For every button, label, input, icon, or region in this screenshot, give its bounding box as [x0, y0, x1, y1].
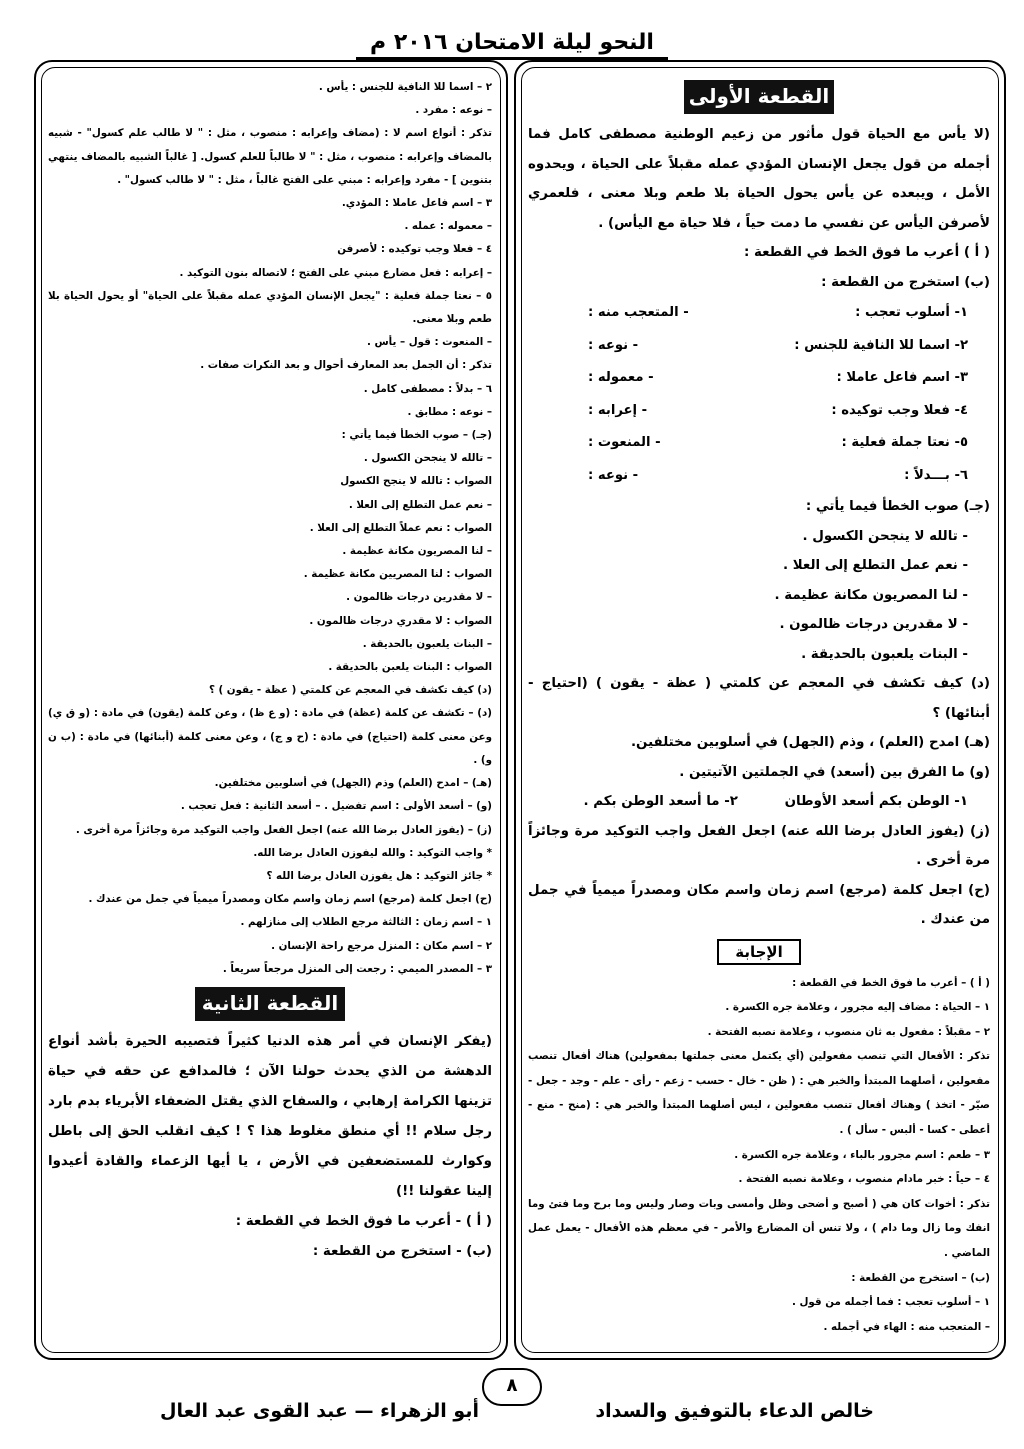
- answer-line: – نوعه : مطابق .: [407, 405, 492, 418]
- extract-item: ٥- نعتا جملة فعلية :: [841, 435, 968, 450]
- extract-subitem: - المتعجب منه :: [588, 305, 689, 320]
- answer-line: ٢ – مقبلاً : مفعول به ثان منصوب ، وعلامة نصبه الفتحة .: [707, 1025, 990, 1038]
- answer-line: ٢ – اسما للا النافية للجنس : يأس .: [318, 81, 492, 93]
- question-w-items: ١- الوطن بكم أسعد الأوطان ٢- ما أسعد الوطن بكم .: [583, 794, 968, 809]
- answer-line: الصواب : لنا المصريين مكانة عظيمة .: [303, 568, 492, 581]
- c-item: - لا مقدرين درجات ظالمون .: [779, 617, 968, 632]
- answer-line: * واجب التوكيد : والله ليفوزن العادل برضا الله.: [253, 846, 492, 859]
- answer-line: – نوعه : مفرد .: [415, 104, 492, 117]
- extract-subitem: - إعرابه :: [588, 402, 648, 418]
- question-z: (ز) (يفوز العادل برضا الله عنه) اجعل الفعل واجب التوكيد مرة وجائزاً مرة أخرى .: [528, 823, 990, 868]
- extract-row: [528, 297, 968, 330]
- section-title-first: القطعة الأولى: [684, 80, 834, 114]
- extract-row: [528, 427, 968, 460]
- answer-line: ١ – الحياة : مضاف إليه مجرور ، وعلامة جره الكسرة .: [725, 1001, 990, 1014]
- answer-line: تذكر : أخوات كان هي ( أصبح و أضحى وظل وأمسى وبات وصار وليس وما برح وما فتئ وما انفك وما زال وما دام ) ، ولا تنس أن المضارع والأمر - في معظم هذه الأفعال - يعمل عمل الماضي .: [528, 1197, 990, 1260]
- extract-item: ٦- بـــدلاً :: [904, 467, 968, 483]
- answer-line: (هـ) – امدح (العلم) وذم (الجهل) في أسلوبين مختلفين.: [214, 777, 492, 790]
- answer-line: (د) كيف تكشف في المعجم عن كلمتي ( عظة - يقون ) ؟: [208, 684, 492, 697]
- question-b-second: (ب) - استخرج من القطعة :: [312, 1243, 492, 1259]
- extract-item: ٤- فعلا وجب توكيده :: [831, 402, 968, 418]
- extract-table: [528, 297, 990, 492]
- passage-first: (لا يأس مع الحياة قول مأثور من زعيم الوطنية مصطفى كامل فما أجمله من قول يجعل الإنسان المؤدي عمله مقبلاً على الحياة ، ويحدوه الأمل ، ويبعده عن يأس يحول الحياة بلا طعم وبلا معنى ، فلعمري لأصرفن اليأس عن نفسي ما دمت حياً ، فلا حياة مع اليأس) .: [528, 127, 990, 231]
- c-item: - لنا المصريون مكانة عظيمة .: [774, 587, 968, 603]
- c-item: - البنات يلعبون بالحديقة .: [801, 646, 968, 662]
- page-title: النحو ليلة الامتحان ٢٠١٦ م: [356, 30, 668, 60]
- answer-line: ٤ – حياً : خبر مادام منصوب ، وعلامة نصبه الفتحة .: [738, 1173, 990, 1186]
- extract-subitem: - معموله :: [588, 370, 654, 385]
- answer-line: – المنعوت : قول – يأس .: [366, 336, 492, 349]
- answer-line: – نعم عمل التطلع إلى العلا .: [348, 498, 492, 511]
- answer-line: الصواب : لا مقدري درجات ظالمون .: [309, 614, 492, 627]
- answer-line: – البنات يلعبون بالحديقة .: [362, 637, 492, 650]
- answer-line: – لنا المصريون مكانة عظيمة .: [342, 545, 492, 558]
- extract-row: [528, 395, 968, 428]
- answer-line: (ح) اجعل كلمة (مرجع) اسم زمان واسم مكان ومصدراً ميمياً في جمل من عندك .: [88, 893, 492, 906]
- answer-line: تذكر : أنواع اسم لا : (مضاف وإعرابه : منصوب ، مثل : " لا طالب علم كسول" - شبيه بالمضاف وإعرابه : منصوب ، مثل : " لا طالباً للعلم كسول. [ غالباً الشبيه بالمضاف ينتهي بتنوين ] - مفرد وإعرابه : مبني على الفتح غالباً ، مثل : " لا طالب كسول" .: [48, 127, 492, 186]
- answer-line: تذكر : أن الجمل بعد المعارف أحوال و بعد النكرات صفات .: [200, 359, 492, 372]
- answer-line: (د) – تكشف عن كلمة (عظة) في مادة : (و ع ظ) ، وعن كلمة (يقون) في مادة : (و ق ي) وعن معنى كلمة (احتياج) في مادة : (ح و ج) ، وعن معنى كلمة (أبنائها) في مادة : (ب ن و) .: [48, 707, 492, 766]
- question-c: (جـ) صوب الخطأ فيما يأتي :: [805, 499, 990, 514]
- right-column: [514, 60, 1006, 1360]
- answer-line: الصواب : نعم عملاً التطلع إلى العلا .: [309, 521, 492, 534]
- question-w: (و) ما الفرق بين (أسعد) في الجملتين الآتيتين .: [679, 764, 990, 780]
- c-item: - تالله لا ينجحن الكسول .: [802, 528, 968, 544]
- question-a-second: ( أ ) - أعرب ما فوق الخط في القطعة :: [235, 1213, 492, 1229]
- extract-item: ٣- اسم فاعل عاملا :: [836, 370, 968, 385]
- footer-author: أبو الزهراء — عبد القوى عبد العال: [160, 1400, 479, 1422]
- extract-item: ٢- اسما للا النافية للجنس :: [794, 337, 968, 353]
- answer-line: الصواب : تالله لا ينجح الكسول: [340, 475, 492, 488]
- page-header: [0, 30, 1024, 55]
- question-ha: (ح) اجعل كلمة (مرجع) اسم زمان واسم مكان ومصدراً ميمياً في جمل من عندك .: [528, 882, 990, 927]
- answer-line: ٢ – اسم مكان : المنزل مرجع راحة الإنسان .: [271, 939, 492, 952]
- answer-line: ١ – اسم زمان : الثالثة مرجع الطلاب إلى منازلهم .: [240, 916, 492, 929]
- question-a: ( أ ) أعرب ما فوق الخط في القطعة :: [743, 245, 990, 260]
- answer-line: ٦ – بدلاً : مصطفى كامل .: [363, 382, 492, 395]
- answer-line: (جـ) – صوب الخطأ فيما يأتي :: [341, 429, 492, 442]
- answer-line: (و) – أسعد الأولى : اسم تفضيل . – أسعد الثانية : فعل تعجب .: [180, 800, 492, 813]
- answer-line: – لا مقدرين درجات ظالمون .: [346, 591, 492, 604]
- answer-line: ٤ – فعلا وجب توكيده : لأصرفن: [337, 243, 492, 256]
- extract-row: [528, 330, 968, 363]
- extract-item: ١- أسلوب تعجب :: [855, 305, 968, 320]
- answer-line: ٥ – نعتا جملة فعلية : "يجعل الإنسان المؤدي عمله مقبلاً على الحياة" أو يحول الحياة بلا طعم وبلا معنى.: [48, 289, 492, 326]
- question-h: (هـ) امدح (العلم) ، وذم (الجهل) في أسلوبين مختلفين.: [630, 735, 990, 750]
- passage-second: (يفكر الإنسان في أمر هذه الدنيا كثيراً فتصيبه الحيرة بأشد أنواع الدهشة من الذي يحدث حولنا الآن ؛ فالمدافع عن حقه في حياة تزينها الكرامة إرهابي ، والسفاح الذي يقتل الضعفاء الأبرياء بدم بارد رجل سلام !! أي منطق مغلوط هذا ؟ ! كيف انقلب الحق إلى باطل وكوارث للمستضعفين في الأرض ، يا أيها الزعماء والقادة أعيدوا إلينا عقولنا !!): [48, 1033, 492, 1199]
- extract-row: [528, 362, 968, 395]
- extract-subitem: - المنعوت :: [588, 435, 661, 450]
- answer-line: ٣ – طعم : اسم مجرور بالباء ، وعلامة جره الكسرة .: [734, 1148, 990, 1161]
- answer-title: الإجابة: [717, 939, 801, 965]
- answer-line: الصواب : البنات يلعبن بالحديقة .: [328, 661, 492, 674]
- answer-line: – تالله لا ينجحن الكسول .: [363, 452, 492, 465]
- answer-line: (ز) – (يفوز العادل برضا الله عنه) اجعل الفعل واجب التوكيد مرة وجائزاً مرة أخرى .: [75, 823, 492, 836]
- answer-line: – المتعجب منه : الهاء في أجمله .: [823, 1320, 990, 1333]
- answer-line: ٣ – اسم فاعل عاملا : المؤدي.: [341, 197, 492, 210]
- left-column: [34, 60, 508, 1360]
- answer-line: (ب) – استخرج من القطعة :: [851, 1271, 990, 1284]
- question-b: (ب) استخرج من القطعة :: [821, 274, 990, 290]
- section-title-second: القطعة الثانية: [195, 987, 345, 1021]
- answer-line: ( أ ) – أعرب ما فوق الخط في القطعة :: [792, 976, 990, 989]
- extract-row: [528, 460, 968, 493]
- answer-line: تذكر : الأفعال التي تنصب مفعولين (أي يكتمل معنى جملتها بمفعولين) هناك أفعال تنصب مفعولين ، أصلهما المبتدأ والخبر هي : ( ظن - خال - حسب - زعم - رأى - علم - وجد - جعل - صيّر - اتخذ ) وهناك أفعال تنصب مفعولين ، ليس أصلهما المبتدأ والخبر هي : (منح - منع - أعطى - كسا - ألبس - سأل ) .: [528, 1050, 990, 1137]
- answer-line: – معموله : عمله .: [404, 220, 492, 233]
- question-d: (د) كيف تكشف في المعجم عن كلمتي ( عظة - يقون ) (احتياج - أبنائها) ؟: [528, 676, 990, 721]
- answer-line: * جائز التوكيد : هل يفوزن العادل برضا الله ؟: [266, 869, 492, 882]
- extract-subitem: - نوعه :: [588, 467, 639, 483]
- answer-line: ٣ – المصدر الميمي : رجعت إلى المنزل مرجعاً سريعاً .: [222, 962, 492, 975]
- answer-line: – إعرابه : فعل مضارع مبني على الفتح ؛ لاتصاله بنون التوكيد .: [179, 266, 492, 279]
- answer-line: ١ – أسلوب تعجب : فما أجمله من قول .: [792, 1296, 990, 1309]
- footer-dua: خالص الدعاء بالتوفيق والسداد: [595, 1400, 874, 1422]
- page-number: ٨: [482, 1368, 542, 1406]
- extract-subitem: - نوعه :: [588, 337, 639, 353]
- c-item: - نعم عمل التطلع إلى العلا .: [782, 558, 968, 573]
